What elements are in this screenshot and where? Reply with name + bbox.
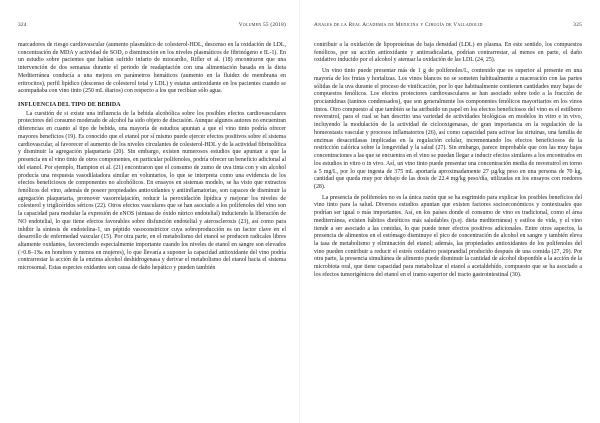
left-running-header <box>18 22 286 28</box>
right-paragraph-2: Un vino tinto puede presentar más de 1 g de polifenoles/L, contenido que es superior al presente en una mayoría de los frutas y hortalizas. Los vinos blancos no se someten habitualmente a maceración con las partes sólidas de la uva durante el proceso de vinificación, por lo que habitualmente contienen cantidades muy bajas de compuestos fenólicos. Los efectos protectores cardiovasculares se han asociado sobre todo a la fracción de procianidinas (taninos condensados), que son generalmente los componentes fenólicos mayoritarios en los vinos tintos. Otro compuesto al que también se ha atribuido un papel en los efectos beneficiosos del vino es el estilbeno resveratrol, para el cual se han descrito una variedad de actividades biológicas en modelos in vitro e in vivo, incluyendo la modulación de la actividad de ciclooxigenasas, de gran importancia en la regulación de la homeostasis vascular y procesos inflamatorios (26), así como capacidad para activar las sirtuinas, una familia de enzimas desacetilasas implicadas en la regulación celular, incrementando los efectos beneficiosos de la restricción calórica sobre la longevidad y la salud (27). Sin embargo, parece improbable que con las muy bajas concentraciones a las que se encuentra en el vino se puedan llegar a inducir efectos similares a los encontrados en los estudios in vitro o in vivo. Así, un vino tinto puede presentar una concentración media de resveratrol en torno a 5 mg/L, por lo que ingesta de 375 mL aportaría aproximadamente 27 µg/kg peso en una persona de 70 kg, cantidad que queda muy por debajo de las dosis de 22.4 mg/kg peso/día, utilizadas en los ensayos con roedores (28). <box>314 68 582 190</box>
left-paragraph-1: marcadores de riesgo cardiovascular (aumento plasmático de colesterol-HDL, descenso en la oxidación de LDL, concentración de MDA y actividad de SOD, o disminución en los niveles plasmáticos de fibrinógeno e IL-1). En un estudio sobre pacientes que habían sufrido infarto de miocardio, Rifler et al. (18) encontraron que una intervención de dos semanas durante el periodo de readaptación con una alimentación basada en la dieta Mediterránea conducía a una mejora en parámetros hemáticos (aumento en la fluidez de membrana en eritrocitos), perfil lipídico (descenso de colesterol total y LDL) y estatus antioxidante en los pacientes cuando se acompañaba con vino tinto (250 mL diarios) con respecto a los que recibían sólo agua. <box>18 42 286 95</box>
left-body-text <box>18 42 286 273</box>
right-paragraph-1: contribuir a la oxidación de lipoproteínas de baja densidad (LDL) en plasma. En este sentido, los compuestos fenólicos, por su acción antioxidante y antirradicalaria, podrían contrarrestar, al menos en parte, el daño oxidativo inducido por el alcohol y atenuar la oxidación de las LDL (24, 25). <box>314 42 582 64</box>
right-header-title: Anales de la Real Academia de Medicina y Cirugía de Valladolid <box>314 22 483 28</box>
right-page <box>300 0 600 423</box>
section-heading: INFLUENCIA DEL TIPO DE BEBIDA <box>18 102 121 109</box>
left-page-number: 324 <box>18 22 27 28</box>
right-paragraph-3: La presencia de polifenoles no es la única razón que se ha esgrimido para explicar los posibles beneficios del vino tinto para la salud. Diversos estudios apuntan que existen factores socioeconómicos y contextuales que podrían ser igual o más importantes. Así, en los países donde el consumo de vino es tradicional, como el área mediterránea, existen hábitos dietéticos más saludables (p.ej. dieta mediterránea) y estilos de vida, y el vino tiende a ser asociado a las comidas, lo que puede tener efectos positivos adicionales. Entre otros aspectos, la presencia de alimentos en el estómago disminuye el pico de concentración de alcohol en sangre y también eleva la tasa de metabolismo y eliminación del etanol; además, las propiedades antioxidantes de los polifenoles del vino pueden contribuir a reducir el estrés oxidativo postprandial producido después de una comida (27, 29). Por otra parte, la presencia simultánea de alimento puede disminuir la cantidad de alcohol disponible a la acción de la microbiota oral, que tiene capacidad para metabolizar el etanol a acetaldehído, compuesto que se ha asociado a los efectos tumorigénicos del etanol en el tramo superior del tracto gastrointestinal (30). <box>314 194 582 278</box>
left-header-title: Volumen 55 (2018) <box>238 22 286 28</box>
left-paragraph-2: La cuestión de si existe una influencia de la bebida alcohólica sobre los posibles efectos cardiovasculares protectores del consumo moderado de alcohol ha sido objeto de discusión. Aunque algunos autores no encuentran diferencias en cuanto al tipo de bebida, una mayoría de estudios apuntan a que el vino tinto podría ofrecer mayores beneficios (19). Es conocido que el etanol por sí mismo puede ejercer efectos positivos sobre el sistema cardiovascular, al favorecer el aumento de los niveles circulantes de colesterol-HDL y de la actividad fibrinolítica y disminuir la agregación plaquetaria (20). Sin embargo, existen numerosos estudios que apuntan a que la presencia en el vino tinto de otros componentes, en particular polifenoles, podría ofrecer un beneficio adicional al del etanol. Por ejemplo, Hampton et al. (21) encontraron que el consumo de zumo de uva tinta con y sin alcohol producía una respuesta vasodilatadora similar en voluntarios, lo que se interpreta como una evidencia de los efectos beneficiosos de componentes no alcohólicos. En ensayos en sistemas modelo, se ha visto que extractos fenólicos del vino, además de poseer propiedades antioxidantes y antiinflamatorias, son capaces de disminuir la agregación plaquetaria, promover vasorrelajación, reducir la peroxidación lipídica y mejorar los niveles de colesterol y triglicéridos séricos (22). Otros efectos vasculares que se han asociado a los polifenoles del vino son la capacidad para modular la expresión de eNOS (sintasa de óxido nítrico endotelial) induciendo la liberación de NO endotelial, lo que tiene efectos favorables sobre disfunción endotelial y aterosclerosis (23), así como para inhibir la síntesis de endotelina-1, un péptido vasoconstrictor cuya sobreproducción es un factor clave en el desarrollo de enfermedad vascular (15). Por otra parte, en el metabolismo del etanol se producen radicales libres altamente oxidantes, favoreciendo especialmente importante cuando los niveles de etanol en sangre son elevados (>0.8–1‰ en hombres y menos en mujeres), lo que llevaría a suponer la capacidad antioxidante del vino podría contrarrestar la acción de la enzima alcohol deshidrogenasa y derivar el metabolismo del etanol hacia el sistema microsomal. Estas especies oxidantes son causa de daño hepático y pueden también <box>18 110 286 272</box>
right-body-text <box>314 42 582 280</box>
right-page-number: 325 <box>573 22 582 28</box>
right-running-header <box>314 22 582 28</box>
